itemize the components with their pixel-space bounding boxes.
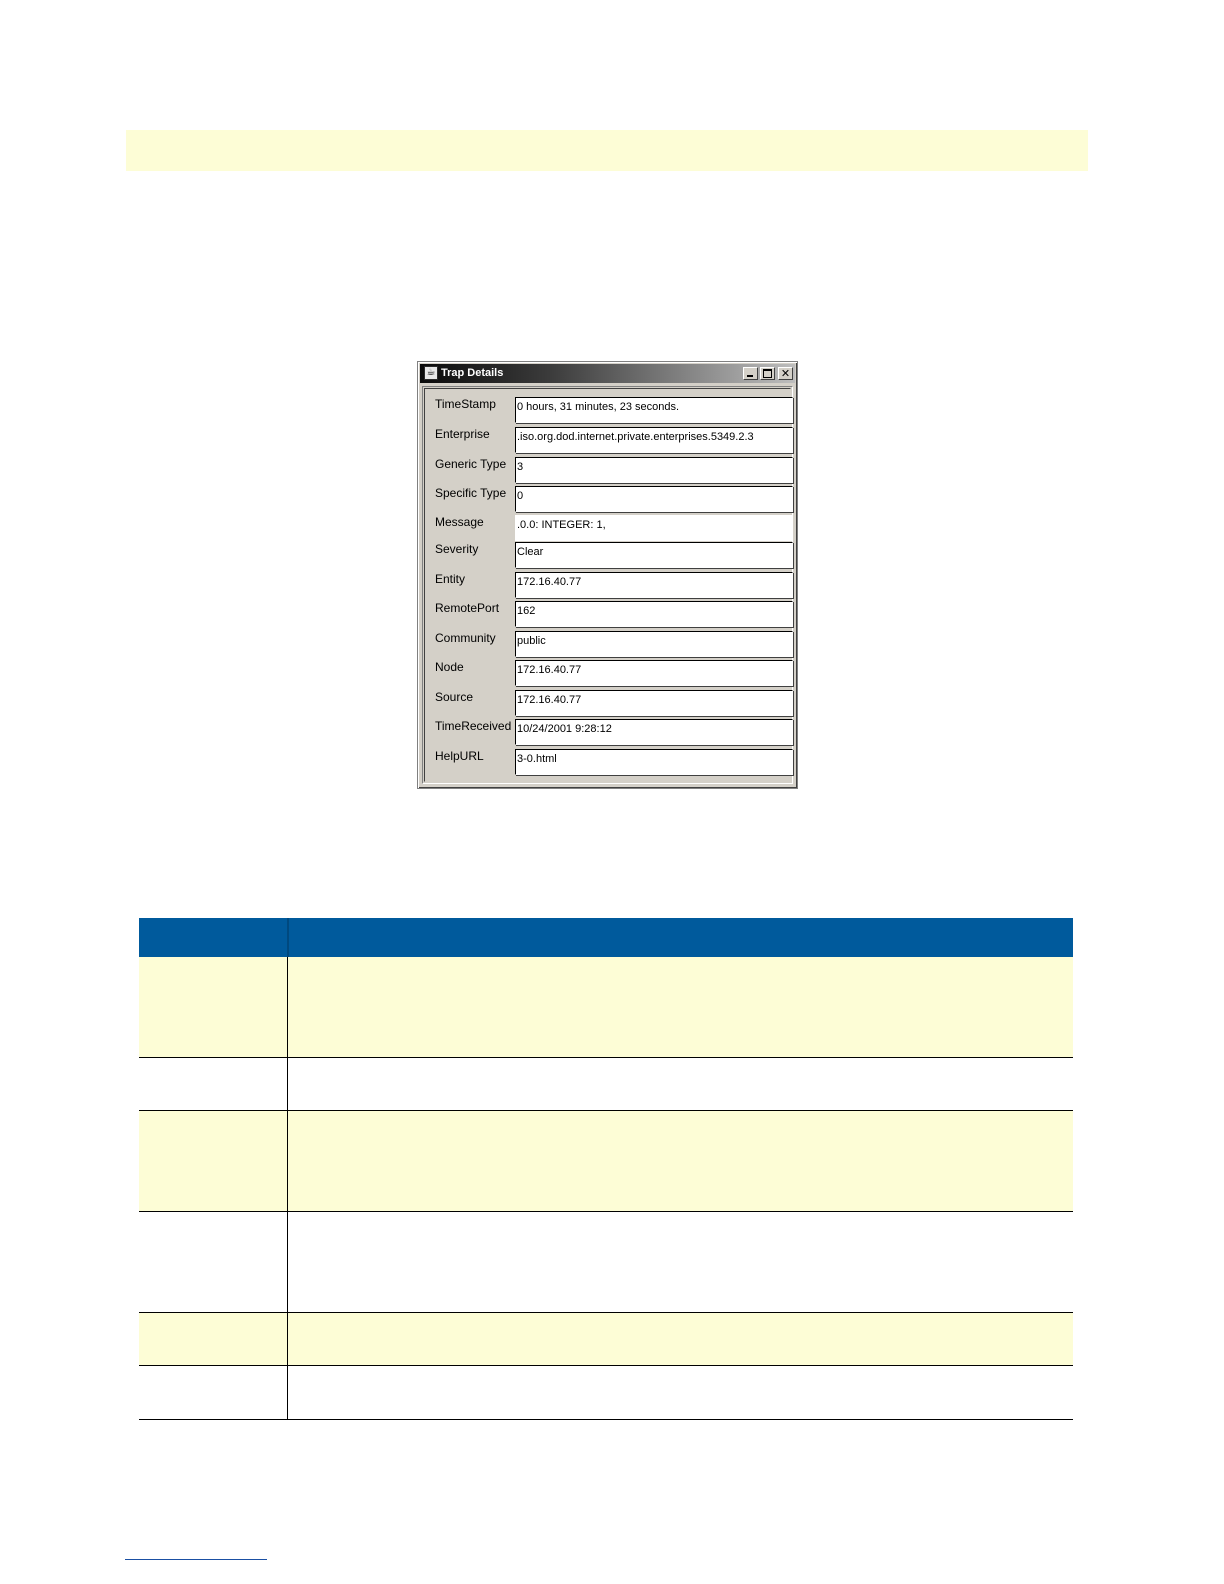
field-value-time-received[interactable]: 10/24/2001 9:28:12 [515,719,793,745]
field-label-enterprise: Enterprise [435,427,490,441]
field-row-timestamp [425,397,790,423]
field-value-severity[interactable]: Clear [515,542,793,568]
field-panel [424,388,791,782]
field-row-severity [425,542,790,568]
table-cell [139,957,288,1057]
field-value-help-url[interactable]: 3-0.html [515,749,793,775]
java-cup-icon: ☕ [424,366,438,380]
header-divider [287,918,289,957]
table-row [139,1058,1073,1111]
field-row-community [425,631,790,657]
close-button[interactable]: ✕ [778,367,793,380]
field-row-time-received [425,719,790,745]
table-cell [139,1058,288,1110]
field-value-source[interactable]: 172.16.40.77 [515,690,793,716]
field-value-timestamp[interactable]: 0 hours, 31 minutes, 23 seconds. [515,397,793,423]
field-label-help-url: HelpURL [435,749,484,763]
field-row-specific-type [425,486,790,512]
field-label-entity: Entity [435,572,466,586]
field-value-generic-type[interactable]: 3 [515,457,793,483]
trap-details-window [417,361,798,789]
field-row-help-url [425,749,790,775]
field-row-message [425,515,790,541]
field-row-node [425,660,790,686]
field-label-message: Message [435,515,484,529]
field-label-severity: Severity [435,542,479,556]
field-label-timestamp: TimeStamp [435,397,496,411]
field-value-remote-port[interactable]: 162 [515,601,793,627]
table-row [139,1111,1073,1212]
field-label-node: Node [435,660,464,674]
field-label-source: Source [435,690,474,704]
table-cell [139,1313,288,1365]
table-cell [139,1212,288,1312]
footer-rule [125,1559,267,1560]
field-label-time-received: TimeReceived [435,719,512,733]
field-row-enterprise [425,427,790,453]
table-row [139,957,1073,1058]
field-value-message[interactable]: .0.0: INTEGER: 1, [515,515,793,541]
window-title: Trap Details [441,367,504,379]
field-label-remote-port: RemotePort [435,601,500,615]
field-label-community: Community [435,631,496,645]
section-heading-band [126,130,1088,171]
field-row-entity [425,572,790,598]
field-value-community[interactable]: public [515,631,793,657]
field-label-generic-type: Generic Type [435,457,507,471]
content-frame [422,386,793,784]
table-row [139,1313,1073,1366]
maximize-button[interactable] [760,367,775,380]
table-header [139,918,1073,957]
table-row [139,1366,1073,1420]
table-row [139,1212,1073,1313]
field-description-table [139,918,1073,1420]
field-label-specific-type: Specific Type [435,486,507,500]
field-value-node[interactable]: 172.16.40.77 [515,660,793,686]
field-row-generic-type [425,457,790,483]
field-row-remote-port [425,601,790,627]
field-row-source [425,690,790,716]
minimize-button[interactable] [743,367,758,380]
field-value-entity[interactable]: 172.16.40.77 [515,572,793,598]
field-value-enterprise[interactable]: .iso.org.dod.internet.private.enterprises.5349.2.3 [515,427,793,453]
field-value-specific-type[interactable]: 0 [515,486,793,512]
table-cell [139,1366,288,1419]
table-cell [139,1111,288,1211]
title-bar[interactable] [420,364,795,383]
